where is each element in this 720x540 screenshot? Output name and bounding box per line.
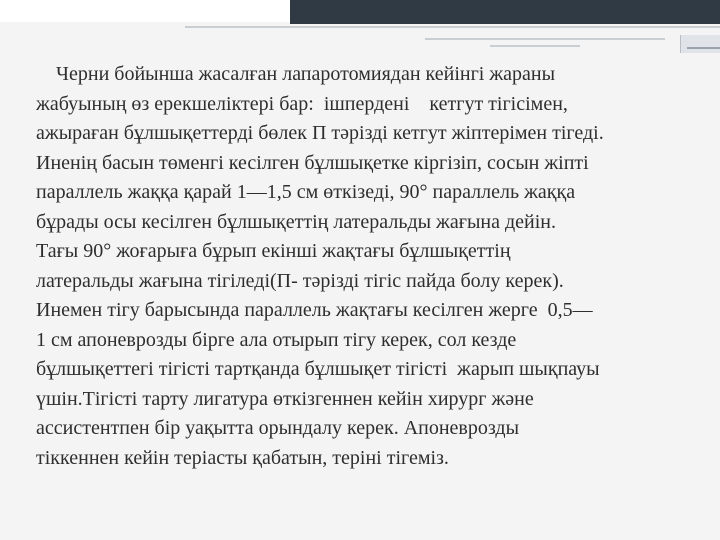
text-line: тіккеннен кейін теріасты қабатын, теріні тігеміз.	[36, 446, 449, 469]
text-line: ассистентпен бір уақытта орындалу керек. Апоневрозды	[36, 417, 520, 439]
corner-tab-decoration	[680, 35, 720, 53]
text-line: Черни бойынша жасалған лапаротомиядан кейінгі жараны	[36, 63, 556, 85]
text-line: үшін.Тігісті тарту лигатура өткізгеннен кейін хирург және	[36, 387, 534, 410]
text-line: жабуының өз ерекшеліктері бар: ішпердені кетгут тігісімен,	[36, 92, 568, 115]
text-line: бұрады осы кесілген бұлшықеттің латеральды жағына дейін.	[36, 210, 556, 233]
text-line: Инемен тігу барысында параллель жақтағы кесілген жерге 0,5—	[36, 299, 593, 321]
decorative-line	[490, 45, 580, 47]
text-line: 1 см апоневрозды бірге ала отырып тігу керек, сол кезде	[36, 328, 517, 351]
decorative-line	[185, 26, 720, 28]
text-line: латеральды жағына тігіледі(П- тәрізді тігіс пайда болу керек).	[36, 269, 564, 292]
top-dark-band	[290, 0, 720, 24]
decorative-line	[425, 38, 665, 40]
text-line: Тағы 90° жоғарыға бұрып екінші жақтағы бұлшықеттің	[36, 240, 511, 262]
text-line: бұлшықеттегі тігісті тартқанда бұлшықет тігісті жарып шықпауы	[36, 358, 600, 380]
text-line: параллель жаққа қарай 1—1,5 см өткізеді, 90° параллель жаққа	[36, 181, 576, 203]
slide-body-text	[36, 60, 720, 473]
text-line: ажыраған бұлшықеттерді бөлек П тәрізді кетгут жіптерімен тігеді.	[36, 122, 604, 144]
text-line: Иненің басын төменгі кесілген бұлшықетке кіргізіп, сосын жіпті	[36, 151, 589, 174]
